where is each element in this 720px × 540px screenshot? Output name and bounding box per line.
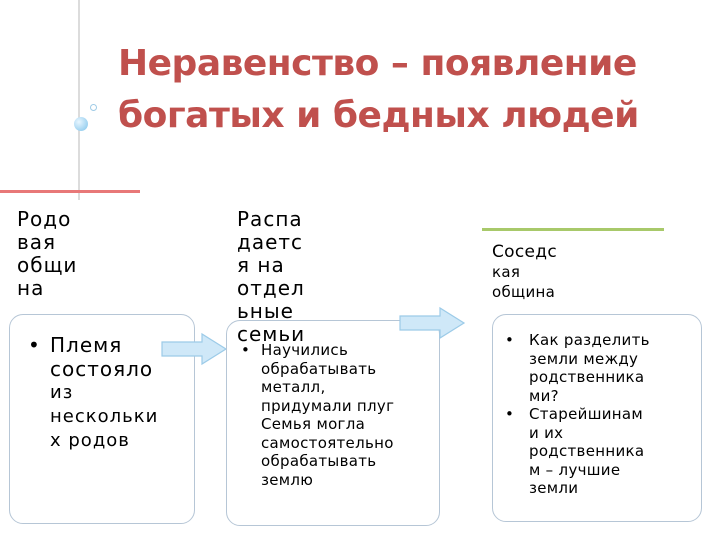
- item-line: состояло: [50, 357, 154, 381]
- item-line: Как разделить: [529, 331, 650, 349]
- heading-line: кая: [492, 263, 521, 281]
- item-line: родственника: [529, 368, 645, 386]
- item-line: м – лучшие: [529, 460, 621, 479]
- item-line: х родов: [50, 430, 130, 451]
- green-divider: [482, 228, 664, 231]
- heading-line: общи: [17, 253, 78, 277]
- red-divider: [0, 190, 140, 193]
- item-line: обрабатывать: [261, 359, 377, 378]
- heading-line: ьные: [237, 299, 294, 323]
- title-line-1: Неравенство – появление: [118, 43, 637, 84]
- bullet-icon: •: [241, 341, 251, 359]
- item-line: Научились: [261, 341, 349, 359]
- item-line: и их: [529, 423, 564, 442]
- item-line: ми?: [529, 386, 559, 405]
- item-line: землю: [261, 470, 314, 489]
- item-line: Старейшинам: [529, 405, 643, 423]
- list-item: [241, 341, 439, 489]
- decorative-vertical-line: [78, 0, 80, 200]
- heading-line: вая: [17, 230, 57, 254]
- bullet-icon: •: [505, 331, 515, 349]
- heading-line: Соседс: [492, 242, 557, 262]
- family-split-box: [226, 320, 440, 526]
- list-item: [505, 405, 701, 498]
- heading-neighbor-community: [492, 242, 557, 302]
- item-line: металл,: [261, 378, 326, 396]
- heading-line: семьи: [237, 322, 306, 346]
- title-line-2: богатых и бедных людей: [118, 95, 639, 136]
- heading-line: я на: [237, 253, 285, 277]
- item-line: земли между: [529, 349, 639, 368]
- heading-line: Распа: [237, 207, 303, 231]
- heading-clan-community: [17, 208, 77, 300]
- heading-line: даетс: [237, 230, 304, 254]
- arrow-right-icon: [160, 332, 230, 366]
- heading-line: отдел: [237, 276, 305, 300]
- heading-line: на: [17, 276, 45, 300]
- item-line: Семья могла: [261, 415, 366, 433]
- item-line: Племя: [50, 333, 123, 357]
- arrow-right-icon: [398, 306, 468, 340]
- item-line: придумали плуг: [261, 396, 395, 415]
- item-line: из: [50, 382, 74, 403]
- decorative-dot-icon: [74, 117, 88, 131]
- item-line: родственника: [529, 442, 645, 460]
- item-line: обрабатывать: [261, 452, 377, 470]
- decorative-small-circle-icon: [90, 104, 97, 111]
- item-line: самостоятельно: [261, 433, 394, 452]
- heading-line: община: [492, 283, 556, 301]
- page-title: [118, 38, 708, 142]
- heading-line: Родо: [17, 207, 72, 231]
- item-line: земли: [529, 479, 579, 497]
- neighbor-community-box: [492, 314, 702, 522]
- item-line: нескольки: [50, 406, 159, 427]
- bullet-icon: •: [28, 333, 41, 357]
- list-item: [505, 331, 701, 405]
- bullet-icon: •: [505, 405, 515, 423]
